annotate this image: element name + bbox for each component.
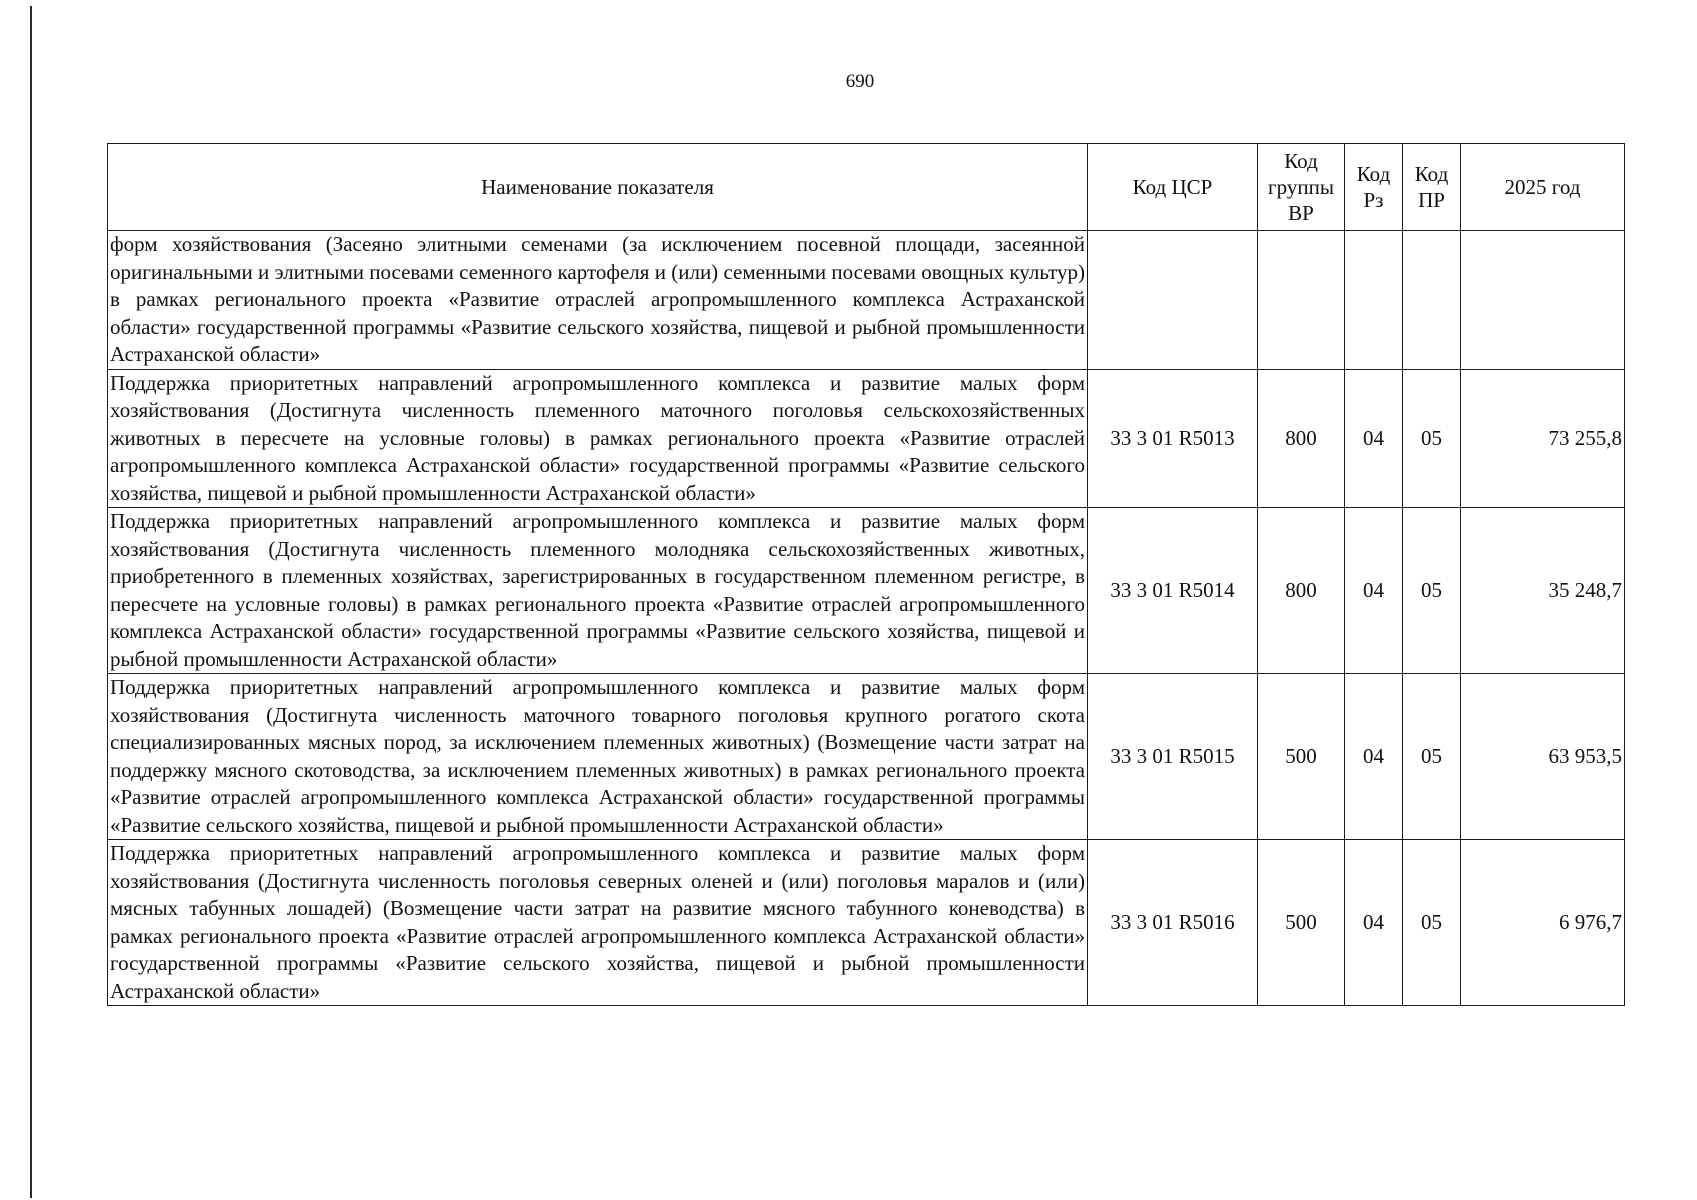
table-row	[108, 508, 1625, 674]
header-name: Наименование показателя	[108, 144, 1088, 231]
row-name: Поддержка приоритетных направлений агропромышленного комплекса и развитие малых форм хозяйствования (Достигнута численность племенного молодняка сельскохозяйственных животных, приобретенного в племенных хозяйствах, зарегистрированных в государственном племенном регистре, в пересчете на условные головы) в рамках регионального проекта «Развитие отраслей агропромышленного комплекса Астраханской области» государственной программы «Развитие сельского хозяйства, пищевой и рыбной промышленности Астраханской области»	[108, 508, 1088, 674]
table-row	[108, 369, 1625, 508]
row-vr-code: 800	[1258, 369, 1345, 508]
row-amount: 63 953,5	[1461, 674, 1625, 840]
header-rz-code: Код Рз	[1345, 144, 1403, 231]
row-rz-code: 04	[1345, 369, 1403, 508]
binding-margin-line	[30, 6, 32, 1198]
table-row	[108, 674, 1625, 840]
row-rz-code	[1345, 231, 1403, 370]
row-rz-code: 04	[1345, 840, 1403, 1006]
row-pr-code: 05	[1403, 508, 1461, 674]
row-amount	[1461, 231, 1625, 370]
budget-table	[107, 143, 1625, 1006]
row-name: форм хозяйствования (Засеяно элитными семенами (за исключением посевной площади, засеянной оригинальными и элитными посевами семенного картофеля и (или) семенными посевами овощных культур) в рамках регионального проекта «Развитие отраслей агропромышленного комплекса Астраханской области» государственной программы «Развитие сельского хозяйства, пищевой и рыбной промышленности Астраханской области»	[108, 231, 1088, 370]
row-amount: 35 248,7	[1461, 508, 1625, 674]
row-vr-code	[1258, 231, 1345, 370]
row-vr-code: 800	[1258, 508, 1345, 674]
table-header-row	[108, 144, 1625, 231]
row-csr-code: 33 3 01 R5013	[1088, 369, 1258, 508]
row-csr-code: 33 3 01 R5015	[1088, 674, 1258, 840]
row-rz-code: 04	[1345, 508, 1403, 674]
row-pr-code: 05	[1403, 674, 1461, 840]
row-vr-code: 500	[1258, 674, 1345, 840]
row-name: Поддержка приоритетных направлений агропромышленного комплекса и развитие малых форм хозяйствования (Достигнута численность племенного маточного поголовья сельскохозяйственных животных в пересчете на условные головы) в рамках регионального проекта «Развитие отраслей агропромышленного комплекса Астраханской области» государственной программы «Развитие сельского хозяйства, пищевой и рыбной промышленности Астраханской области»	[108, 369, 1088, 508]
row-name: Поддержка приоритетных направлений агропромышленного комплекса и развитие малых форм хозяйствования (Достигнута численность маточного товарного поголовья крупного рогатого скота специализированных мясных пород, за исключением племенных животных) (Возмещение части затрат на поддержку мясного скотоводства, за исключением племенных животных) в рамках регионального проекта «Развитие отраслей агропромышленного комплекса Астраханской области» государственной программы «Развитие сельского хозяйства, пищевой и рыбной промышленности Астраханской области»	[108, 674, 1088, 840]
header-vr-group-code: Код группы ВР	[1258, 144, 1345, 231]
row-pr-code: 05	[1403, 369, 1461, 508]
header-year-2025: 2025 год	[1461, 144, 1625, 231]
row-csr-code: 33 3 01 R5014	[1088, 508, 1258, 674]
table-row	[108, 840, 1625, 1006]
row-csr-code	[1088, 231, 1258, 370]
row-name: Поддержка приоритетных направлений агропромышленного комплекса и развитие малых форм хозяйствования (Достигнута численность поголовья северных оленей и (или) поголовья маралов и (или) мясных табунных лошадей) (Возмещение части затрат на развитие мясного табунного коневодства) в рамках регионального проекта «Развитие отраслей агропромышленного комплекса Астраханской области» государственной программы «Развитие сельского хозяйства, пищевой и рыбной промышленности Астраханской области»	[108, 840, 1088, 1006]
row-rz-code: 04	[1345, 674, 1403, 840]
row-pr-code: 05	[1403, 840, 1461, 1006]
page-number: 690	[845, 71, 875, 92]
row-vr-code: 500	[1258, 840, 1345, 1006]
header-csr-code: Код ЦСР	[1088, 144, 1258, 231]
row-pr-code	[1403, 231, 1461, 370]
header-pr-code: Код ПР	[1403, 144, 1461, 231]
row-csr-code: 33 3 01 R5016	[1088, 840, 1258, 1006]
row-amount: 6 976,7	[1461, 840, 1625, 1006]
row-amount: 73 255,8	[1461, 369, 1625, 508]
table-row	[108, 231, 1625, 370]
